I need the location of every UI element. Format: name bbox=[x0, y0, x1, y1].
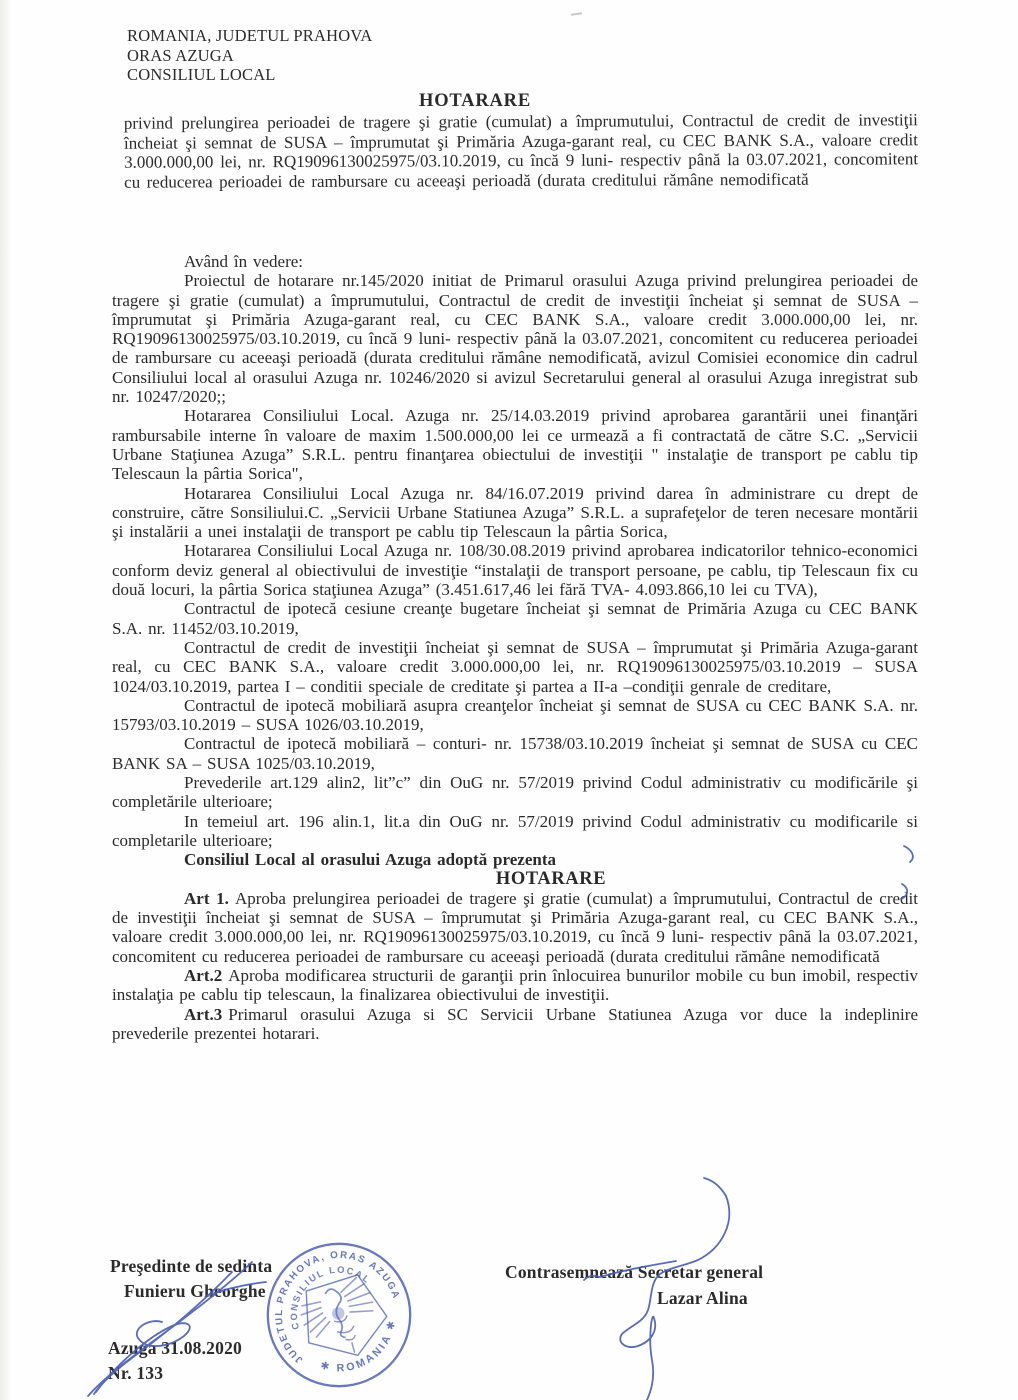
document-title: HOTARARE bbox=[419, 91, 531, 111]
recital-paragraph: In temeiul art. 196 alin.1, lit.a din OuG nr. 57/2019 privind Codul administrativ cu modificarile si completarile ulterioare; bbox=[112, 811, 918, 850]
stamp-inner-text: CONSILIUL LOCAL bbox=[288, 1264, 373, 1331]
document-subtitle: privind prelungirea perioadei de tragere şi gratie (cumulat) a împrumutului, Contractul de credit de investiţii încheiat şi semnat de SUSA – împrumutat şi Primăria Azuga-garant real, cu CEC BANK S.A., valoare credit 3.000.000,00 lei, nr. RQ19096130025975/03.10.2019, cu încă 9 luni- respectiv până la 03.07.2021, concomitent cu reducerea perioadei de rambursare cu aceeaşi perioadă (durata creditului rămâne nemodificată bbox=[123, 110, 919, 192]
stamp-bottom-text: ✱ ROMANIA ✱ bbox=[319, 1317, 399, 1375]
article-3-lead: Art.3 bbox=[184, 1004, 223, 1024]
article-3-text: Primarul orasului Azuga si SC Servicii Urbane Statiunea Azuga vor duce la indeplinire prevederile prezentei hotarari. bbox=[112, 1004, 918, 1043]
recital-paragraph: Proiectul de hotarare nr.145/2020 initiat de Primarul orasului Azuga privind prelungirea perioadei de tragere şi gratie (cumulat) a împrumutului, Contractul de credit de investiţii încheiat şi semnat de SUSA – împrumutat şi Primăria Azuga-garant real, cu CEC BANK S.A., valoare credit 3.000.000,00 lei, nr. RQ19096130025975/03.10.2019, cu încă 9 luni- respectiv până la 03.07.2021, concomitent cu reducerea perioadei de rambursare cu aceeaşi perioadă (durata creditului rămâne nemodificată, avizul Comisiei economice din cadrul Consiliului local al orasului Azuga nr. 10246/2020 si avizul Secretarului general al orasului Azuga inregistrat sub nr. 10247/2020;; bbox=[112, 271, 918, 407]
signature-right-role: Contrasemnează Secretar general bbox=[505, 1262, 764, 1282]
recital-paragraph: Prevederile art.129 alin2, lit”c” din OuG nr. 57/2019 privind Codul administrativ cu modificările şi completările ulterioare; bbox=[112, 773, 918, 812]
signature-right-name: Lazar Alina bbox=[657, 1288, 748, 1308]
scan-artifact-dash bbox=[571, 12, 582, 16]
recital-paragraph: Contractul de credit de investiţii încheiat şi semnat de SUSA – împrumutat şi Primăria Azuga-garant real, cu CEC BANK S.A., valoare credit 3.000.000,00 lei, nr. RQ19096130025975/03.10.2019 – SUSA 1024/03.10.2019, partea I – conditii speciale de creditate şi partea a II-a –condiţii genrale de creditare, bbox=[112, 637, 918, 696]
signature-left-role: Preşedinte de sedinta bbox=[110, 1256, 273, 1276]
recital-paragraph: Contractul de ipotecă mobiliară – conturi- nr. 15738/03.10.2019 încheiat şi semnat de SUSA cu CEC BANK SA – SUSA 1025/03.10.2019, bbox=[112, 734, 918, 773]
article-3 bbox=[112, 1005, 918, 1044]
footer-place-date: Azuga 31.08.2020 bbox=[108, 1338, 242, 1358]
recital-paragraph: Hotararea Consiliului Local Azuga nr. 84/16.07.2019 privind darea în administrare cu drept de construire, către Sonsiliului.C. „Servicii Urbane Statiunea Azuga” S.R.L. a suprafeţelor de teren necesare montării şi instalării a unei instalaţii de transport pe cablu tip Telescaun la pârtia Sorica, bbox=[112, 483, 918, 542]
stamp-outer-text: JUDETUL PRAHOVA, ORAS AZUGA bbox=[273, 1249, 402, 1366]
adoption-clause: Consiliul Local al orasului Azuga adoptă prezenta bbox=[184, 850, 556, 870]
recital-paragraph: Contractul de ipotecă cesiune creanţe bugetare încheiat şi semnat de Primăria Azuga cu CEC BANK S.A. nr. 11452/03.10.2019, bbox=[112, 599, 918, 638]
article-1-lead: Art 1. bbox=[184, 888, 229, 908]
signature-left-name: Funieru Gheorghe bbox=[124, 1281, 266, 1301]
article-2-lead: Art.2 bbox=[184, 965, 223, 985]
official-stamp-icon bbox=[250, 1226, 428, 1400]
document-header bbox=[127, 26, 372, 85]
header-line-country: ROMANIA, JUDETUL PRAHOVA bbox=[127, 26, 373, 45]
preamble-label: Având în vedere: bbox=[184, 252, 304, 271]
svg-text:✱ ROMANIA ✱ bbox=[315, 1313, 412, 1391]
footer-number: Nr. 133 bbox=[108, 1363, 164, 1383]
decision-title: HOTARARE bbox=[495, 868, 607, 889]
article-1-text: Aproba prelungirea perioadei de tragere şi gratie (cumulat) a împrumutului, Contractul de credit de investiţii încheiat şi semnat de SUSA – împrumutat şi Primăria Azuga-garant real, cu CEC BANK S.A., valoare credit 3.000.000,00 lei, nr. RQ19096130025975/03.10.2019, cu încă 9 luni- respectiv până la 03.07.2021, concomitent cu reducerea perioadei de rambursare cu aceeaşi perioadă (durata creditului rămâne nemodificată bbox=[112, 888, 918, 966]
recital-paragraph: Contractul de ipotecă mobiliară asupra creanţelor încheiat şi semnat de SUSA cu CEC BANK S.A. nr. 15793/03.10.2019 – SUSA 1026/03.10.2019, bbox=[112, 695, 918, 735]
article-1 bbox=[112, 889, 918, 966]
document-body bbox=[112, 252, 918, 1043]
header-line-council: CONSILIUL LOCAL bbox=[127, 65, 276, 84]
header-line-city: ORAS AZUGA bbox=[127, 45, 234, 65]
recital-paragraph: Hotararea Consiliului Local Azuga nr. 108/30.08.2019 privind aprobarea indicatorilor tehnico-economici conform deviz general al obiectivului de investiţie “instalaţii de transport persoane, pe cablu, tip Telescaun fix cu două locuri, la pârtia Sorica staţiunea Azuga” (3.451.617,46 lei fără TVA- 4.093.866,10 lei cu TVA), bbox=[112, 541, 918, 600]
article-2-text: Aproba modificarea structurii de garanţii prin înlocuirea bunurilor mobile cu bun imobil, respectiv instalaţia pe cablu tip telescaun, la finalizarea obiectivului de investiţii. bbox=[112, 965, 918, 1005]
recital-paragraph: Hotararea Consiliului Local. Azuga nr. 25/14.03.2019 privind aprobarea garantării unei finanţări rambursabile interne în valoare de maxim 1.500.000,00 lei ce urmează a fi contractată de către S.C. „Servicii Urbane Staţiunea Azuga” S.R.L. pentru finanţarea obiectului de investiţii " instalaţie de transport pe cablu tip Telescaun la pârtia Sorica", bbox=[112, 406, 918, 484]
article-2 bbox=[112, 966, 918, 1005]
